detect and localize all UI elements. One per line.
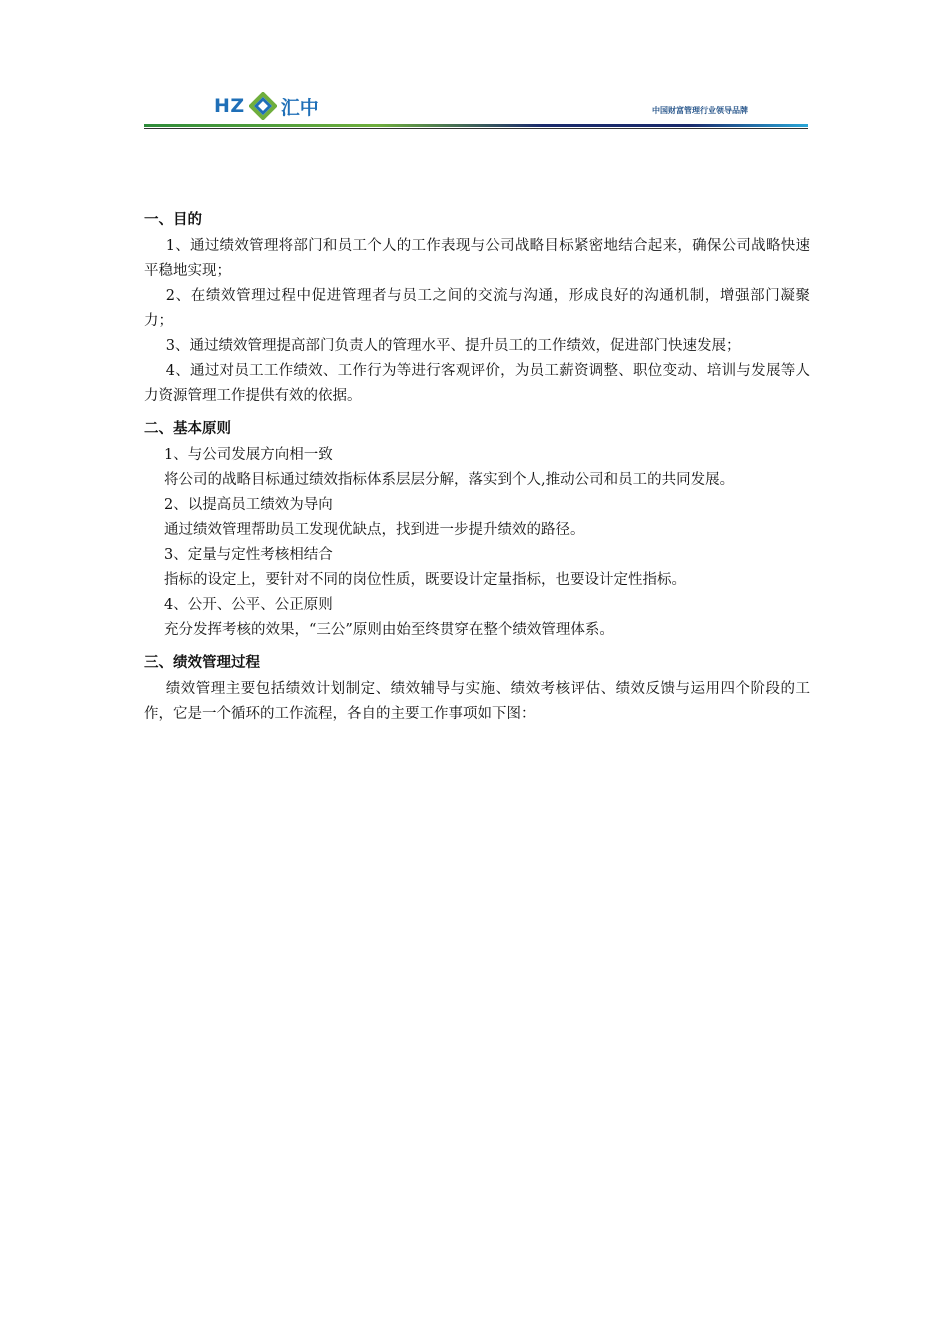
logo-chinese-text: 汇中 [280, 96, 319, 119]
header-divider-line [144, 128, 808, 129]
header-divider [144, 124, 808, 129]
section-purpose-body [144, 234, 810, 409]
principle-body: 充分发挥考核的效果，“三公”原则由始至终贯穿在整个绩效管理体系。 [164, 622, 614, 638]
section-heading-process: 三、绩效管理过程 [144, 655, 260, 671]
purpose-paragraph: 2、在绩效管理过程中促进管理者与员工之间的交流与沟通，形成良好的沟通机制，增强部门凝聚力； [144, 288, 810, 329]
section-principles-body [144, 443, 810, 643]
company-logo [214, 92, 319, 120]
section-heading-purpose: 一、目的 [144, 212, 202, 228]
document-body [144, 206, 810, 727]
header-divider-color-band [144, 124, 808, 127]
process-paragraph: 绩效管理主要包括绩效计划制定、绩效辅导与实施、绩效考核评估、绩效反馈与运用四个阶段的工作，它是一个循环的工作流程，各自的主要工作事项如下图： [144, 681, 810, 722]
logo-mark-icon [249, 92, 277, 120]
purpose-paragraph: 1、通过绩效管理将部门和员工个人的工作表现与公司战略目标紧密地结合起来，确保公司战略快速平稳地实现； [144, 238, 810, 279]
principle-body: 将公司的战略目标通过绩效指标体系层层分解，落实到个人,推动公司和员工的共同发展。 [164, 472, 735, 488]
purpose-paragraph: 4、通过对员工工作绩效、工作行为等进行客观评价，为员工薪资调整、职位变动、培训与发展等人力资源管理工作提供有效的依据。 [144, 363, 810, 404]
principle-title: 1、与公司发展方向相一致 [164, 447, 333, 463]
principle-body: 指标的设定上，要针对不同的岗位性质，既要设计定量指标，也要设计定性指标。 [164, 572, 686, 588]
principle-title: 2、以提高员工绩效为导向 [164, 497, 333, 513]
principle-body: 通过绩效管理帮助员工发现优缺点，找到进一步提升绩效的路径。 [164, 522, 585, 538]
section-process-body [144, 677, 810, 727]
principle-title: 3、定量与定性考核相结合 [164, 547, 333, 563]
page-header [144, 88, 808, 132]
purpose-paragraph: 3、通过绩效管理提高部门负责人的管理水平、提升员工的工作绩效，促进部门快速发展； [165, 338, 741, 354]
section-heading-principles: 二、基本原则 [144, 421, 231, 437]
brand-slogan: 中国财富管理行业领导品牌 [652, 106, 748, 115]
logo-latin-text: HZ [214, 95, 245, 117]
principle-title: 4、公开、公平、公正原则 [164, 597, 333, 613]
